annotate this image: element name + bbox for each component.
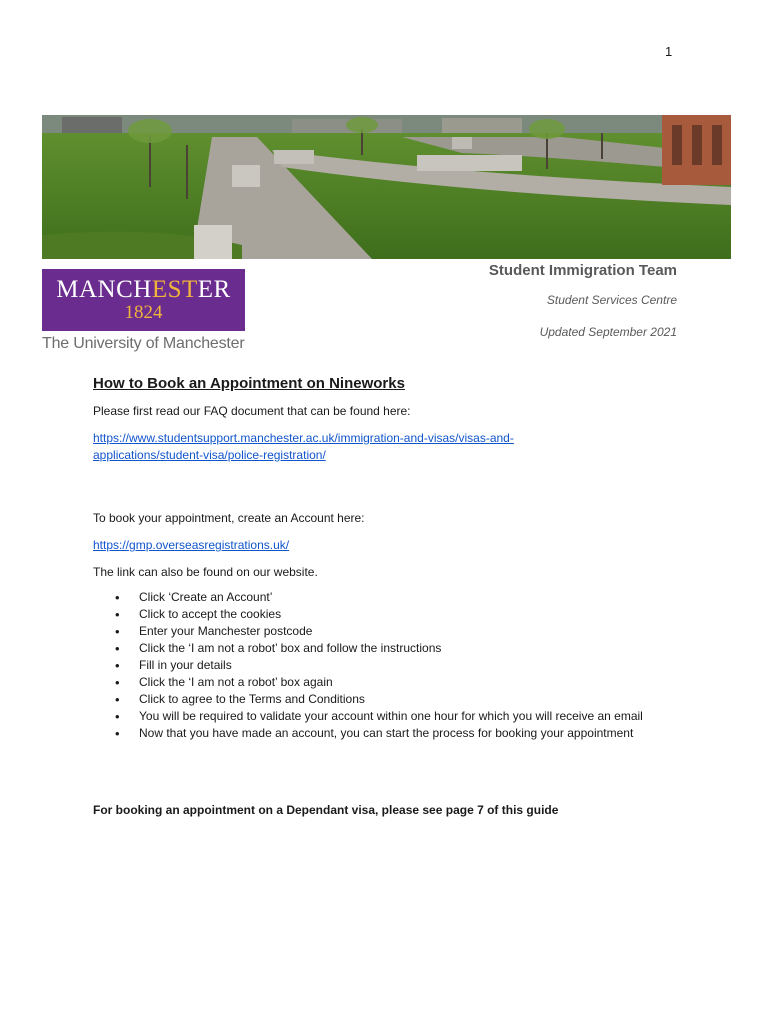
list-item: • Click the ‘I am not a robot’ box and follow the instructions	[93, 640, 683, 657]
updated-date: Updated September 2021	[539, 325, 677, 339]
steps-list	[93, 589, 683, 742]
page-number: 1	[665, 44, 673, 59]
page-title: How to Book an Appointment on Nineworks	[93, 375, 405, 392]
list-item: • Click to accept the cookies	[93, 606, 683, 623]
book-intro: To book your appointment, create an Account here:	[93, 511, 365, 525]
book-link-row	[93, 537, 683, 554]
list-item: • Now that you have made an account, you can start the process for booking your appointment	[93, 725, 683, 742]
list-item: • Click the ‘I am not a robot’ box again	[93, 674, 683, 691]
logo-badge	[42, 269, 245, 331]
logo-subtitle: The University of Manchester	[42, 335, 245, 352]
campus-banner-image	[42, 115, 731, 259]
book-link[interactable]: https://gmp.overseasregistrations.uk/	[93, 538, 290, 552]
list-item: • Fill in your details	[93, 657, 683, 674]
list-item: • Click ‘Create an Account’	[93, 589, 683, 606]
list-item: • Click to agree to the Terms and Conditions	[93, 691, 683, 708]
list-item: • Enter your Manchester postcode	[93, 623, 683, 640]
dependant-visa-note: For booking an appointment on a Dependant visa, please see page 7 of this guide	[93, 803, 559, 817]
logo-word-end: ER	[197, 276, 231, 303]
document-header	[489, 262, 677, 339]
website-note: The link can also be found on our website.	[93, 565, 318, 579]
faq-link-line-1[interactable]: https://www.studentsupport.manchester.ac.uk/immigration-and-visas/visas-and-	[93, 431, 514, 445]
logo-wordmark	[56, 277, 230, 303]
faq-link-line-2[interactable]: applications/student-visa/police-registration/	[93, 448, 326, 462]
campus-photo	[42, 115, 731, 259]
list-item: • You will be required to validate your account within one hour for which you will receive an email	[93, 708, 683, 725]
team-title: Student Immigration Team	[488, 262, 677, 279]
faq-intro: Please first read our FAQ document that can be found here:	[93, 404, 411, 418]
main-content	[93, 375, 683, 819]
centre-name: Student Services Centre	[546, 293, 677, 307]
university-logo	[42, 269, 247, 353]
faq-link[interactable]	[93, 430, 683, 464]
logo-word-mid: EST	[151, 276, 198, 303]
logo-year: 1824	[124, 302, 163, 323]
logo-word-start: MANCH	[56, 276, 152, 303]
